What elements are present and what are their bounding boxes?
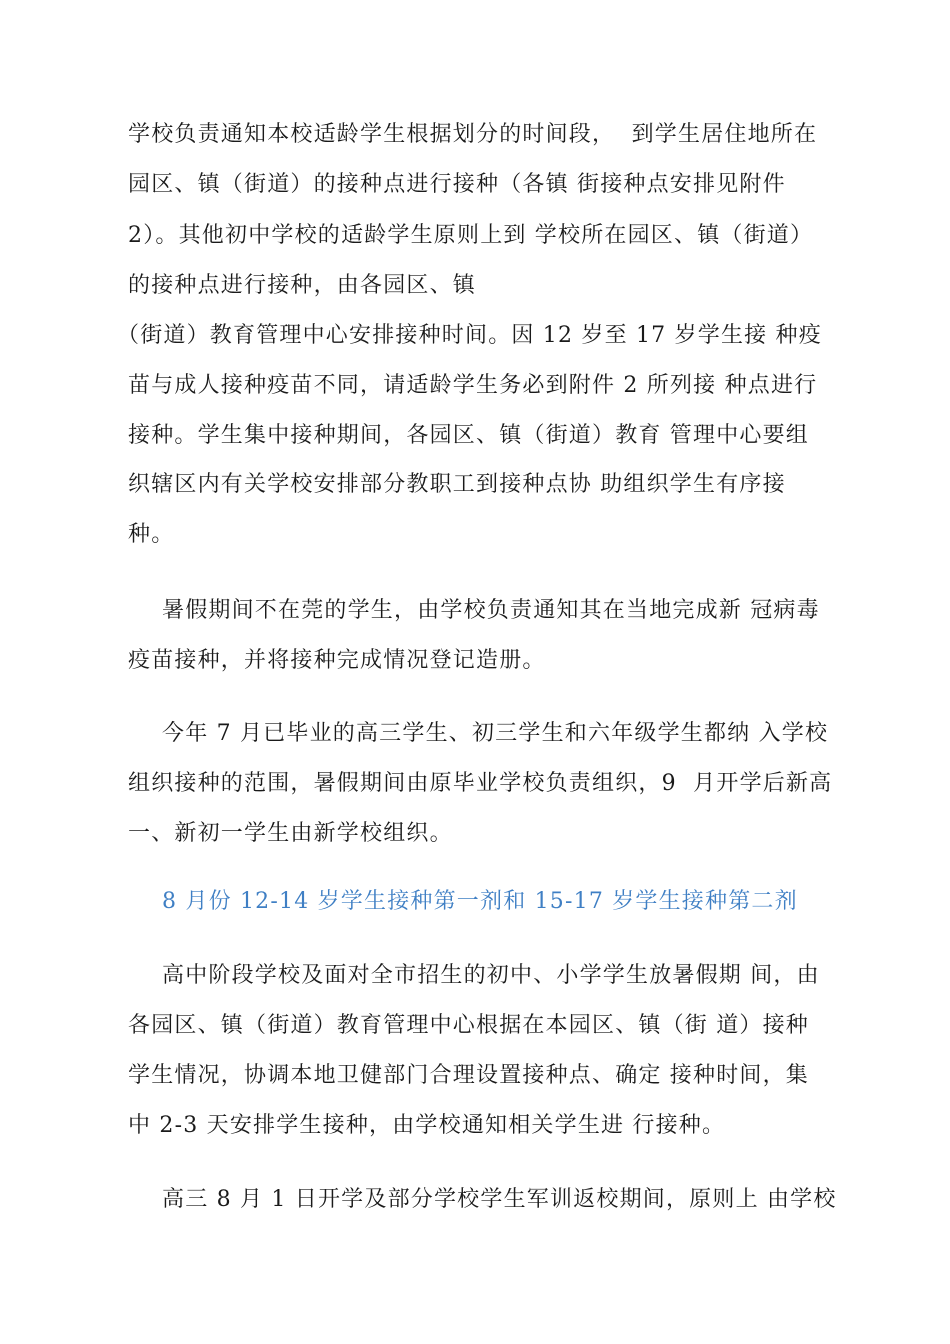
paragraph-1-line-1: 学校负责通知本校适龄学生根据划分的时间段， 到学生居住地所在 <box>128 122 818 147</box>
paragraph-3-line-2: 疫苗接种，并将接种完成情况登记造册。 <box>128 648 546 673</box>
paragraph-5-line-2: 各园区、镇（街道）教育管理中心根据在本园区、镇（街 道）接种 <box>128 1013 809 1038</box>
paragraph-1-line-2: 园区、镇（街道）的接种点进行接种（各镇 街接种点安排见附件 <box>128 172 786 197</box>
paragraph-4-line-2: 组织接种的范围，暑假期间由原毕业学校负责组织，9 月开学后新高 <box>128 771 833 796</box>
paragraph-2-line-3: 接种。学生集中接种期间，各园区、镇（街道）教育 管理中心要组 <box>128 423 809 448</box>
paragraph-1-line-3: 2）。其他初中学校的适龄学生原则上到 学校所在园区、镇（街道） <box>128 223 814 248</box>
paragraph-2-line-5: 种。 <box>128 522 175 547</box>
paragraph-4-line-1: 今年 7 月已毕业的高三学生、初三学生和六年级学生都纳 入学校 <box>162 721 829 746</box>
paragraph-2-line-2: 苗与成人接种疫苗不同，请适龄学生务必到附件 2 所列接 种点进行 <box>128 373 818 398</box>
paragraph-5-line-3: 学生情况，协调本地卫健部门合理设置接种点、确定 接种时间，集 <box>128 1063 809 1088</box>
paragraph-2-line-1: （街道）教育管理中心安排接种时间。因 12 岁至 17 岁学生接 种疫 <box>117 323 822 348</box>
paragraph-4-line-3: 一、新初一学生由新学校组织。 <box>128 821 453 846</box>
section-heading: 8 月份 12-14 岁学生接种第一剂和 15-17 岁学生接种第二剂 <box>162 889 798 914</box>
paragraph-5-line-4: 中 2-3 天安排学生接种，由学校通知相关学生进 行接种。 <box>128 1113 726 1138</box>
paragraph-6-line-1: 高三 8 月 1 日开学及部分学校学生军训返校期间，原则上 由学校 <box>162 1187 837 1212</box>
paragraph-2-line-4: 织辖区内有关学校安排部分教职工到接种点协 助组织学生有序接 <box>128 472 786 497</box>
paragraph-1-line-4: 的接种点进行接种，由各园区、镇 <box>128 273 477 298</box>
paragraph-3-line-1: 暑假期间不在莞的学生，由学校负责通知其在当地完成新 冠病毒 <box>162 598 820 623</box>
paragraph-5-line-1: 高中阶段学校及面对全市招生的初中、小学学生放暑假期 间，由 <box>162 963 820 988</box>
